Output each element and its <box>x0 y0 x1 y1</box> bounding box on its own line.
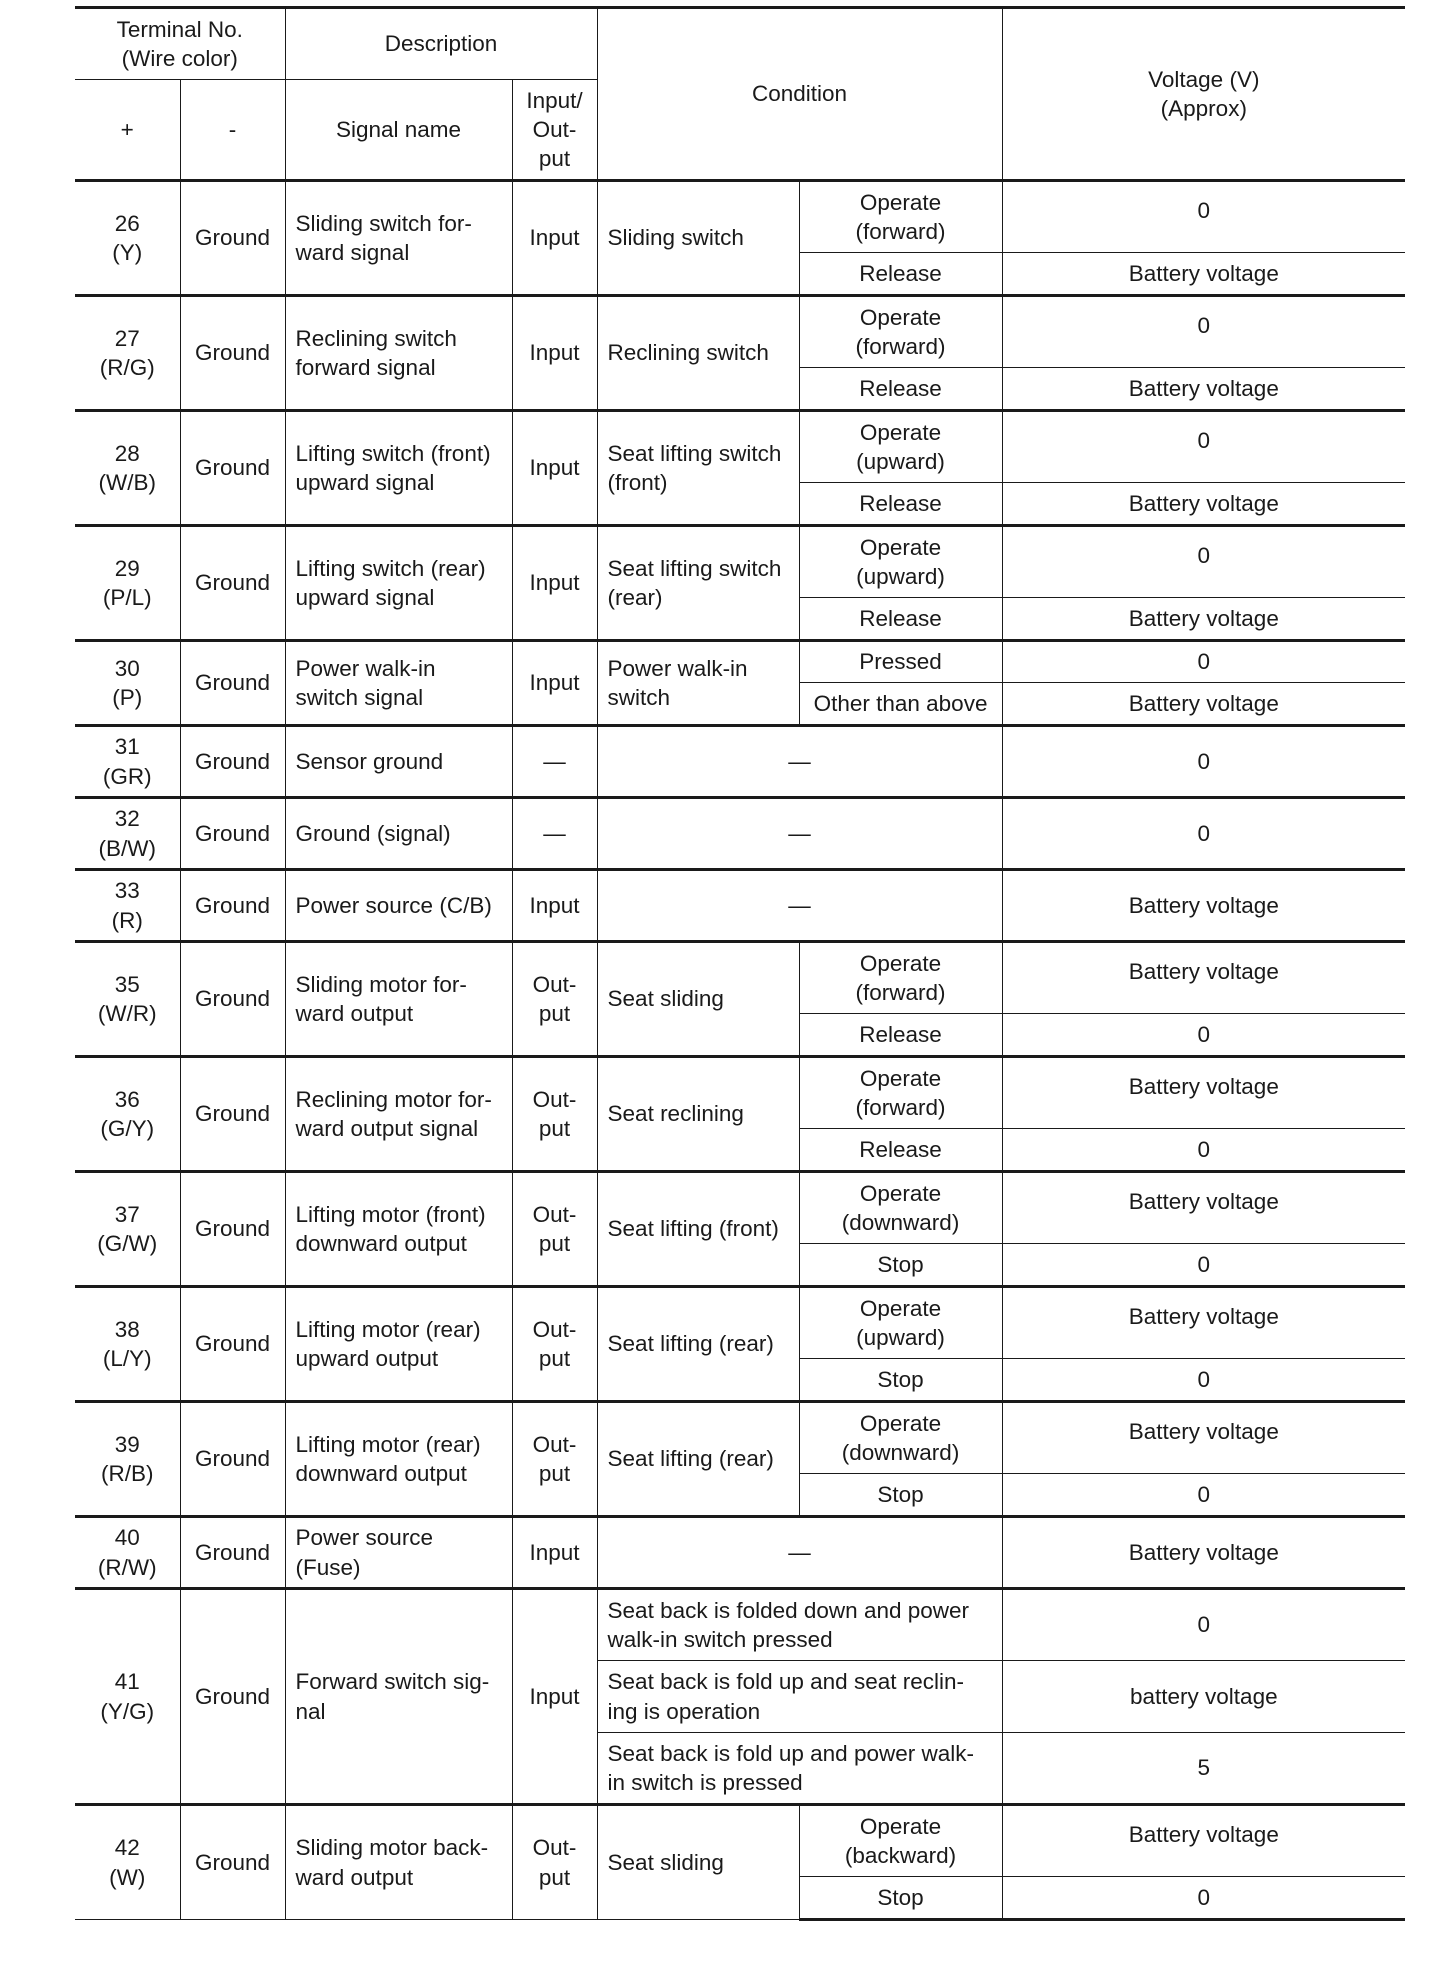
plus-header: + <box>75 80 180 181</box>
voltage-cell: Battery voltage <box>1002 1402 1405 1474</box>
terminal-cell <box>75 726 180 798</box>
wire-color: (P) <box>112 685 143 710</box>
terminal-cell <box>75 942 180 1057</box>
signal-name-cell: Lifting motor (front) downward output <box>285 1172 512 1287</box>
terminal-number: 27 <box>114 325 140 351</box>
terminal-cell <box>75 870 180 942</box>
condition-cell: Reclining switch <box>597 296 799 411</box>
wire-color: (Y) <box>112 240 143 265</box>
voltage-cell: Battery voltage <box>1002 942 1405 1014</box>
table-row <box>75 641 1405 683</box>
wire-color: (B/W) <box>98 835 156 861</box>
sub-condition-cell: Operate (downward) <box>799 1172 1002 1244</box>
voltage-cell: Battery voltage <box>1002 253 1405 296</box>
table-row <box>75 1517 1405 1589</box>
io-header <box>512 80 597 181</box>
ground-cell: Ground <box>180 798 285 870</box>
voltage-cell: 0 <box>1002 181 1405 253</box>
voltage-cell: Battery voltage <box>1002 1517 1405 1589</box>
terminal-no-label: Terminal No. <box>116 16 243 42</box>
wire-color-label: (Wire color) <box>121 46 238 71</box>
signal-name-cell: Power source (Fuse) <box>285 1517 512 1589</box>
io-cell: Out- put <box>512 1172 597 1287</box>
io-cell: — <box>512 726 597 798</box>
io-cell: Input <box>512 526 597 641</box>
table-row <box>75 798 1405 870</box>
table-row <box>75 726 1405 798</box>
terminal-number: 37 <box>114 1201 140 1227</box>
sub-condition-cell: Operate (backward) <box>799 1805 1002 1877</box>
voltage-cell: Battery voltage <box>1002 483 1405 526</box>
wire-color: (P/L) <box>102 585 152 610</box>
sub-condition-cell: Release <box>799 253 1002 296</box>
terminal-cell <box>75 1057 180 1172</box>
ground-cell: Ground <box>180 1805 285 1920</box>
sub-condition-cell: Stop <box>799 1474 1002 1517</box>
voltage-cell: battery voltage <box>1002 1661 1405 1733</box>
signal-name-cell: Lifting switch (front) upward signal <box>285 411 512 526</box>
wire-color: (W/B) <box>98 470 156 495</box>
terminal-number: 33 <box>114 878 140 904</box>
voltage-cell: 0 <box>1002 526 1405 598</box>
voltage-cell: Battery voltage <box>1002 1057 1405 1129</box>
terminal-cell <box>75 181 180 296</box>
sub-condition-cell: Operate (forward) <box>799 181 1002 253</box>
sub-condition-cell: Stop <box>799 1877 1002 1920</box>
terminal-cell <box>75 1402 180 1517</box>
terminal-header <box>75 8 285 80</box>
approx-label: (Approx) <box>1160 96 1247 121</box>
voltage-cell: 0 <box>1002 1244 1405 1287</box>
terminal-cell <box>75 526 180 641</box>
voltage-cell: Battery voltage <box>1002 1805 1405 1877</box>
signal-name-cell: Power source (C/B) <box>285 870 512 942</box>
wire-color: (L/Y) <box>102 1346 152 1371</box>
voltage-cell: 0 <box>1002 798 1405 870</box>
signal-name-cell: Reclining switch forward signal <box>285 296 512 411</box>
description-header: Description <box>285 8 597 80</box>
condition-cell: Seat lifting switch (front) <box>597 411 799 526</box>
ground-cell: Ground <box>180 870 285 942</box>
table-row <box>75 1402 1405 1474</box>
ground-cell: Ground <box>180 1057 285 1172</box>
terminal-number: 35 <box>114 971 140 997</box>
sub-condition-cell: Operate (forward) <box>799 296 1002 368</box>
ground-cell: Ground <box>180 296 285 411</box>
sub-condition-cell: Stop <box>799 1359 1002 1402</box>
io-cell: Out- put <box>512 1287 597 1402</box>
voltage-cell: 0 <box>1002 1129 1405 1172</box>
condition-header: Condition <box>597 8 1002 181</box>
voltage-cell: Battery voltage <box>1002 870 1405 942</box>
table-row <box>75 296 1405 368</box>
table-row <box>75 526 1405 598</box>
terminal-number: 39 <box>114 1431 140 1457</box>
voltage-cell: Battery voltage <box>1002 1172 1405 1244</box>
voltage-cell: Battery voltage <box>1002 598 1405 641</box>
terminal-number: 26 <box>114 210 140 236</box>
voltage-cell: 0 <box>1002 296 1405 368</box>
table-row <box>75 411 1405 483</box>
condition-cell: Seat lifting (rear) <box>597 1402 799 1517</box>
sub-condition-cell: Operate (upward) <box>799 1287 1002 1359</box>
ground-cell: Ground <box>180 641 285 726</box>
sub-condition-cell: Operate (upward) <box>799 526 1002 598</box>
terminal-number: 30 <box>114 655 140 681</box>
sub-condition-cell: Release <box>799 368 1002 411</box>
signal-name-header: Signal name <box>285 80 512 181</box>
terminal-number: 28 <box>114 440 140 466</box>
sub-condition-cell: Stop <box>799 1244 1002 1287</box>
voltage-cell: 0 <box>1002 1014 1405 1057</box>
signal-name-cell: Ground (signal) <box>285 798 512 870</box>
io-cell: Input <box>512 181 597 296</box>
signal-name-cell: Lifting motor (rear) downward output <box>285 1402 512 1517</box>
terminal-number: 32 <box>114 806 140 832</box>
terminal-table <box>75 6 1405 1921</box>
sub-condition-cell: Operate (upward) <box>799 411 1002 483</box>
sub-condition-cell: Release <box>799 1129 1002 1172</box>
voltage-cell: 5 <box>1002 1733 1405 1805</box>
io-cell: Out- put <box>512 1402 597 1517</box>
ground-cell: Ground <box>180 726 285 798</box>
terminal-cell <box>75 411 180 526</box>
sub-condition-cell: Operate (forward) <box>799 1057 1002 1129</box>
sub-condition-cell: Release <box>799 483 1002 526</box>
wire-color: (R) <box>111 907 143 933</box>
voltage-cell: 0 <box>1002 641 1405 683</box>
condition-cell: Seat back is folded down and power walk-in switch pressed <box>597 1589 1002 1661</box>
terminal-number: 41 <box>114 1669 140 1695</box>
io-cell: Input <box>512 1589 597 1805</box>
io-cell: Input <box>512 411 597 526</box>
wire-color: (G/Y) <box>100 1116 155 1141</box>
terminal-cell <box>75 1287 180 1402</box>
terminal-cell <box>75 1172 180 1287</box>
terminal-cell <box>75 296 180 411</box>
terminal-cell <box>75 1589 180 1805</box>
condition-cell: Seat back is fold up and seat reclin- ing is operation <box>597 1661 1002 1733</box>
condition-cell: — <box>597 798 1002 870</box>
voltage-cell: 0 <box>1002 411 1405 483</box>
ground-cell: Ground <box>180 1402 285 1517</box>
signal-name-cell: Forward switch sig- nal <box>285 1589 512 1805</box>
io-cell: Input <box>512 870 597 942</box>
signal-name-cell: Reclining motor for- ward output signal <box>285 1057 512 1172</box>
condition-cell: — <box>597 726 1002 798</box>
voltage-header <box>1002 8 1405 181</box>
table-row <box>75 942 1405 1014</box>
terminal-number: 38 <box>114 1316 140 1342</box>
condition-cell: Seat sliding <box>597 1805 799 1920</box>
condition-cell: Seat sliding <box>597 942 799 1057</box>
wire-color: (W/R) <box>97 1001 157 1026</box>
condition-cell: Power walk-in switch <box>597 641 799 726</box>
wire-color: (R/B) <box>101 1461 154 1486</box>
condition-cell: Seat reclining <box>597 1057 799 1172</box>
wire-color: (W) <box>109 1864 146 1890</box>
voltage-cell: 0 <box>1002 726 1405 798</box>
io-label-1: Input/ <box>526 87 583 113</box>
io-label-2: Out- <box>532 116 577 142</box>
ground-cell: Ground <box>180 942 285 1057</box>
terminal-cell <box>75 1805 180 1920</box>
wire-color: (Y/G) <box>100 1698 155 1724</box>
table-row <box>75 181 1405 253</box>
voltage-cell: 0 <box>1002 1474 1405 1517</box>
io-label-3: put <box>538 146 571 172</box>
condition-cell: — <box>597 870 1002 942</box>
condition-cell: Seat lifting switch (rear) <box>597 526 799 641</box>
io-cell: Input <box>512 1517 597 1589</box>
condition-cell: Seat back is fold up and power walk- in switch is pressed <box>597 1733 1002 1805</box>
sub-condition-cell: Pressed <box>799 641 1002 683</box>
ground-cell: Ground <box>180 411 285 526</box>
voltage-cell: Battery voltage <box>1002 368 1405 411</box>
terminal-number: 36 <box>114 1086 140 1112</box>
sub-condition-cell: Other than above <box>799 683 1002 726</box>
signal-name-cell: Lifting motor (rear) upward output <box>285 1287 512 1402</box>
signal-name-cell: Power walk-in switch signal <box>285 641 512 726</box>
wire-color: (G/W) <box>97 1231 158 1256</box>
condition-cell: — <box>597 1517 1002 1589</box>
table-row <box>75 1287 1405 1359</box>
signal-name-cell: Sensor ground <box>285 726 512 798</box>
sub-condition-cell: Release <box>799 598 1002 641</box>
ground-cell: Ground <box>180 181 285 296</box>
voltage-cell: 0 <box>1002 1589 1405 1661</box>
header-row-1 <box>75 8 1405 80</box>
terminal-number: 29 <box>114 555 140 581</box>
terminal-cell <box>75 1517 180 1589</box>
io-cell: Out- put <box>512 1805 597 1920</box>
voltage-cell: Battery voltage <box>1002 683 1405 726</box>
io-cell: Input <box>512 641 597 726</box>
voltage-label: Voltage (V) <box>1148 66 1260 92</box>
sub-condition-cell: Operate (downward) <box>799 1402 1002 1474</box>
signal-name-cell: Sliding motor back- ward output <box>285 1805 512 1920</box>
table-row <box>75 1172 1405 1244</box>
sub-condition-cell: Release <box>799 1014 1002 1057</box>
terminal-cell <box>75 641 180 726</box>
table-row <box>75 1589 1405 1661</box>
table-row <box>75 870 1405 942</box>
terminal-cell <box>75 798 180 870</box>
signal-name-cell: Lifting switch (rear) upward signal <box>285 526 512 641</box>
signal-name-cell: Sliding switch for- ward signal <box>285 181 512 296</box>
io-cell: Out- put <box>512 1057 597 1172</box>
ground-cell: Ground <box>180 1287 285 1402</box>
wire-color: (R/W) <box>97 1554 157 1580</box>
io-cell: — <box>512 798 597 870</box>
ground-cell: Ground <box>180 526 285 641</box>
voltage-cell: 0 <box>1002 1359 1405 1402</box>
io-cell: Input <box>512 296 597 411</box>
condition-cell: Sliding switch <box>597 181 799 296</box>
wire-color: (R/G) <box>99 355 155 380</box>
condition-cell: Seat lifting (front) <box>597 1172 799 1287</box>
table-row <box>75 1057 1405 1129</box>
terminal-number: 31 <box>114 734 140 760</box>
signal-name-cell: Sliding motor for- ward output <box>285 942 512 1057</box>
voltage-cell: 0 <box>1002 1877 1405 1920</box>
table-row <box>75 1805 1405 1877</box>
minus-header: - <box>180 80 285 181</box>
condition-cell: Seat lifting (rear) <box>597 1287 799 1402</box>
voltage-cell: Battery voltage <box>1002 1287 1405 1359</box>
ground-cell: Ground <box>180 1517 285 1589</box>
ground-cell: Ground <box>180 1172 285 1287</box>
wire-color: (GR) <box>102 763 152 789</box>
io-cell: Out- put <box>512 942 597 1057</box>
sub-condition-cell: Operate (forward) <box>799 942 1002 1014</box>
ground-cell: Ground <box>180 1589 285 1805</box>
terminal-number: 40 <box>114 1525 140 1551</box>
terminal-number: 42 <box>114 1835 140 1861</box>
